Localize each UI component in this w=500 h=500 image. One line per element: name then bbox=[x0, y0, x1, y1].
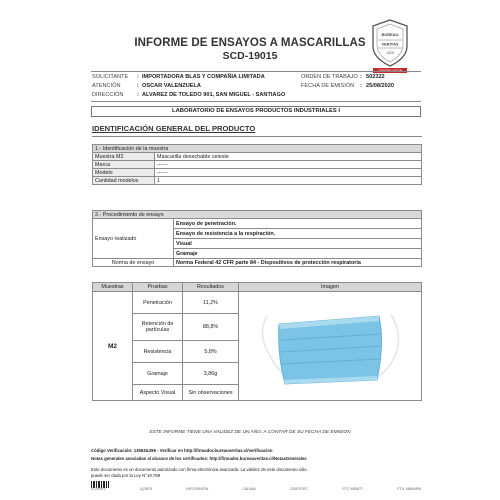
report-code: SCD-19015 bbox=[222, 50, 278, 62]
prueba-cell: Penetración bbox=[133, 292, 183, 314]
row-value: ------ bbox=[155, 161, 422, 169]
test-item: Gramaje bbox=[174, 249, 422, 259]
signature-note-2: puede ser dada por la Ley N°19.799 bbox=[91, 473, 161, 478]
procedure-table bbox=[92, 210, 422, 267]
solicitante-value: IMPORTADORA BLAS Y COMPAÑIA LIMITADA bbox=[142, 74, 265, 80]
info-top-rule bbox=[91, 71, 421, 72]
atencion-colon: : bbox=[137, 83, 139, 89]
section-rule bbox=[92, 136, 422, 137]
col-header: Muestras bbox=[93, 283, 133, 292]
table-row bbox=[93, 177, 422, 185]
svg-text:BUREAU: BUREAU bbox=[381, 32, 399, 37]
row-label: Marca bbox=[93, 161, 155, 169]
verification-code: Código Verificación: 13593&286 - Verificar en http://firmador.bureauveritas.cl/verificacion bbox=[91, 448, 273, 453]
direccion-label: DIRECCIÓN bbox=[92, 92, 124, 98]
table-row bbox=[93, 153, 422, 161]
solicitante-label: SOLICITANTE bbox=[92, 74, 129, 80]
laboratory-bar: LABORATORIO DE ENSAYOS PRODUCTOS INDUSTRIALES I bbox=[91, 106, 421, 117]
general-notes: Notas generales asociadas al alcance de los certificados: http://firmador.bureauveritas.cl/NotasGenerales bbox=[91, 456, 307, 461]
bottom-code: IQ/DES bbox=[139, 487, 153, 491]
norma-label: Norma de ensayo bbox=[93, 259, 174, 267]
table-row bbox=[93, 219, 422, 229]
row-value: ------ bbox=[155, 169, 422, 177]
atencion-label: ATENCIÓN bbox=[92, 83, 121, 89]
prueba-cell: Gramaje bbox=[133, 363, 183, 385]
row-label: Muestra M2 bbox=[93, 153, 155, 161]
col-header: Resultados bbox=[183, 283, 239, 292]
direccion-colon: : bbox=[137, 92, 139, 98]
norma-value: Norma Federal 42 CFR parte 84 - Dispositivos de protección respiratoria bbox=[174, 259, 422, 267]
bottom-code: ICO/REV bbox=[91, 487, 106, 491]
table-row bbox=[93, 211, 422, 219]
sample-table bbox=[92, 144, 422, 185]
row-label: Modelo bbox=[93, 169, 155, 177]
col-header: Pruebas bbox=[133, 283, 183, 292]
table-row bbox=[93, 161, 422, 169]
test-item: Ensayo de penetración. bbox=[174, 219, 422, 229]
prueba-cell: Aspecto Visual bbox=[133, 385, 183, 401]
table-row bbox=[93, 292, 422, 314]
table-row bbox=[93, 169, 422, 177]
fecha-label: FECHA DE EMISIÓN bbox=[301, 83, 355, 89]
resultado-cell: 11,2% bbox=[183, 292, 239, 314]
col-header: Imagen bbox=[239, 283, 422, 292]
results-table bbox=[92, 282, 422, 401]
test-item: Visual bbox=[174, 239, 422, 249]
section-title: IDENTIFICACIÓN GENERAL DEL PRODUCTO bbox=[92, 124, 256, 133]
prueba-cell: Retención de partículas bbox=[133, 314, 183, 341]
orden-colon: : bbox=[360, 74, 362, 80]
sample-heading: 1.- Identificación de la muestra bbox=[93, 145, 422, 153]
fecha-colon: : bbox=[360, 83, 362, 89]
row-value: 1 bbox=[155, 177, 422, 185]
realizado-label: Ensayo realizado bbox=[93, 219, 174, 259]
row-label: Cantidad modelos bbox=[93, 177, 155, 185]
orden-label: ORDEN DE TRABAJO bbox=[301, 74, 358, 80]
table-header-row bbox=[93, 283, 422, 292]
bottom-code: CIDESTEC bbox=[289, 487, 309, 491]
resultado-cell: 5,8% bbox=[183, 341, 239, 363]
resultado-cell: 88,8% bbox=[183, 314, 239, 341]
bottom-code: INFOGRAFÍA bbox=[186, 487, 209, 491]
solicitante-colon: : bbox=[137, 74, 139, 80]
svg-text:1828: 1828 bbox=[386, 51, 394, 55]
mask-image-cell bbox=[239, 292, 422, 401]
resultado-cell: Sin observaciones bbox=[183, 385, 239, 401]
info-bottom-rule bbox=[91, 101, 421, 102]
procedure-heading: 2.- Procedimiento de ensayo bbox=[93, 211, 422, 219]
bottom-codes bbox=[91, 487, 421, 491]
test-item: Ensayo de resistencia a la respiración. bbox=[174, 229, 422, 239]
resultado-cell: 3,86g bbox=[183, 363, 239, 385]
svg-text:VERITAS: VERITAS bbox=[381, 41, 399, 47]
atencion-value: OSCAR VALENZUELA bbox=[142, 83, 201, 89]
bottom-code: FTIL 4NB/ARB bbox=[397, 487, 421, 491]
orden-value: 502322 bbox=[366, 74, 385, 80]
table-row bbox=[93, 259, 422, 267]
signature-note-1: Este documento es un documento autorizado con firma electrónica avanzada. La validez de este documento sólo bbox=[91, 467, 307, 472]
bureau-veritas-logo bbox=[369, 18, 411, 74]
bottom-code: PTC-MDM77 bbox=[342, 487, 364, 491]
fecha-value: 25/08/2020 bbox=[366, 83, 394, 89]
mask-image bbox=[255, 294, 405, 399]
validity-note: ESTE INFORME TIENE UNA VALIDEZ DE UN AÑO, A CONTAR DE SU FECHA DE EMISION bbox=[149, 430, 351, 435]
row-value: Mascarilla desechable celeste bbox=[155, 153, 422, 161]
prueba-cell: Resistencia bbox=[133, 341, 183, 363]
report-title: INFORME DE ENSAYOS A MASCARILLAS bbox=[134, 37, 366, 49]
bottom-code: CALIMA bbox=[242, 487, 256, 491]
table-row bbox=[93, 145, 422, 153]
direccion-value: ALVAREZ DE TOLEDO 901, SAN MIGUEL - SANTIAGO bbox=[142, 92, 286, 98]
sample-id: M2 bbox=[93, 292, 133, 401]
